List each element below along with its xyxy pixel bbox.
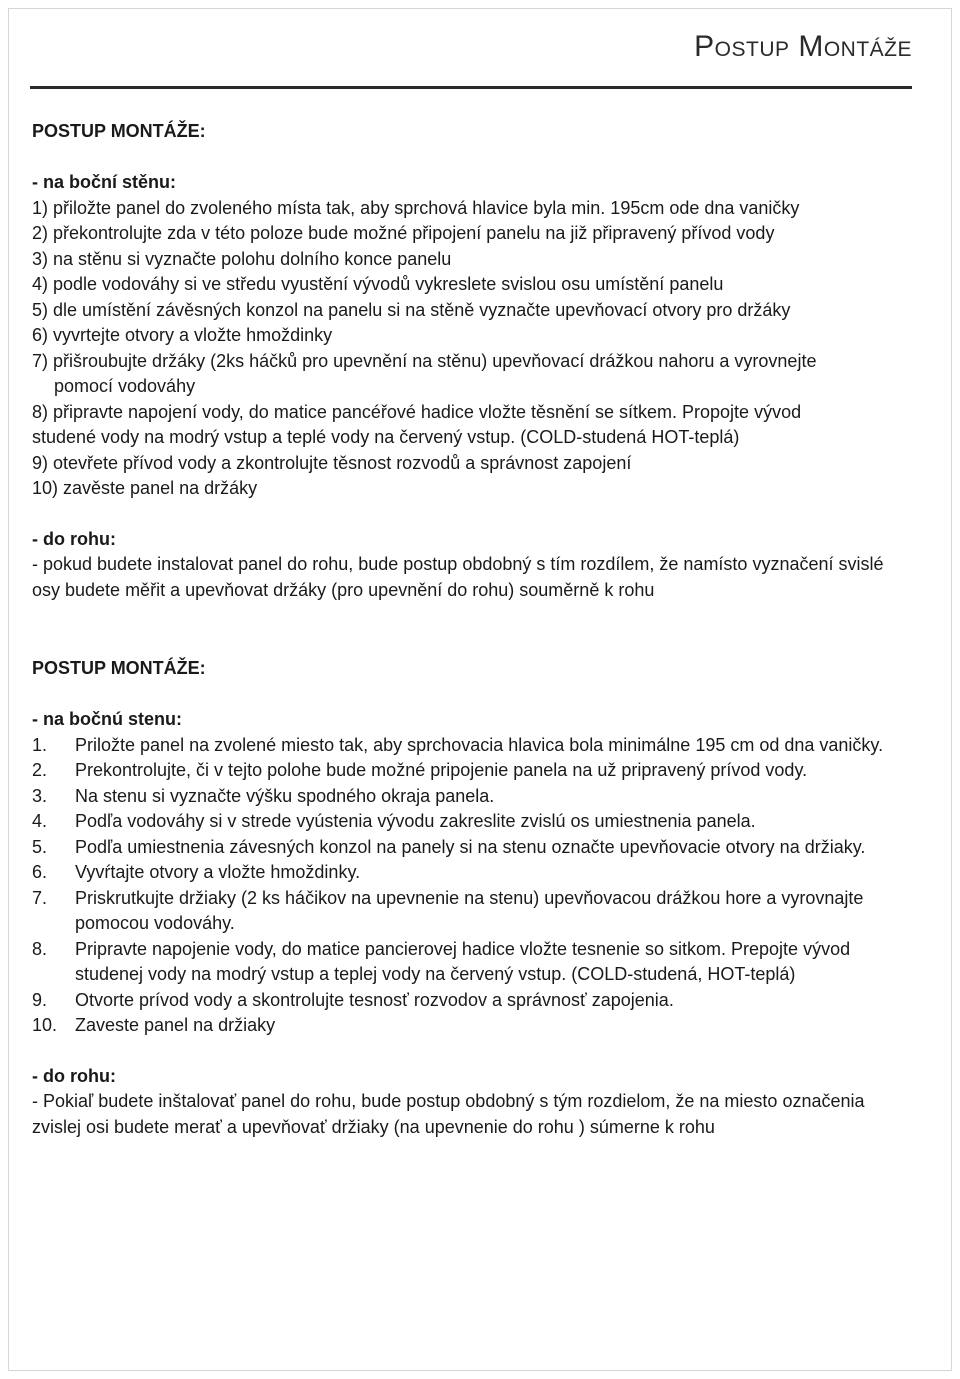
corner-heading-sk: - do rohu:: [32, 1065, 116, 1086]
step-cz-8-line: 8) připravte napojení vody, do matice pancéřové hadice vložte těsnění se sítkem. Propojte vývod: [32, 401, 802, 422]
step-cz-7: [32, 349, 912, 400]
step-text: Vyvŕtajte otvory a vložte hmoždinky.: [75, 862, 361, 882]
step-text: Priskrutkujte držiaky (2 ks háčikov na upevnenie na stenu) upevňovacou drážkou hore a vyrovnajte pomocou vodováhy.: [75, 887, 864, 933]
step-number: 7.: [32, 887, 48, 908]
step-number: 9.: [32, 989, 48, 1010]
step-cz-8: [32, 400, 912, 451]
page-title: Postup Montáže: [694, 30, 912, 63]
section-title-cz: POSTUP MONTÁŽE:: [32, 121, 206, 141]
step-number: 2.: [32, 760, 48, 780]
step-number: 6.: [32, 862, 48, 882]
step-sk-5: [32, 835, 912, 861]
step-text: Podľa vodováhy si v strede vyústenia vývodu zakreslite zvislú os umiestnenia panela.: [75, 811, 756, 831]
steps-list-cz: [32, 196, 912, 502]
step-cz-7-line: 7) přišroubujte držáky (2ks háčků pro upevnění na stěnu) upevňovací drážkou nahoru a vyrovnejte: [32, 350, 817, 371]
step-number: 10.: [32, 1015, 58, 1035]
step-cz-9: 9) otevřete přívod vody a zkontrolujte těsnost rozvodů a správnost zapojení: [32, 452, 632, 473]
step-text: Na stenu si vyznačte výšku spodného okraja panela.: [75, 785, 495, 806]
step-sk-1: [32, 733, 912, 759]
step-cz-6: 6) vyvrtejte otvory a vložte hmoždinky: [32, 325, 333, 345]
step-sk-9: [32, 988, 912, 1014]
document-body: [32, 118, 912, 1140]
section-czech: [32, 118, 912, 603]
step-cz-10: 10) zavěste panel na držáky: [32, 478, 258, 498]
corner-heading-cz: - do rohu:: [32, 528, 116, 549]
step-cz-5: 5) dle umístění závěsných konzol na panelu si na stěně vyznačte upevňovací otvory pro držáky: [32, 299, 791, 320]
step-number: 5.: [32, 836, 48, 857]
step-cz-8-cont: studené vody na modrý vstup a teplé vody na červený vstup. (COLD-studená HOT-teplá): [32, 427, 740, 447]
section-slovak: [32, 655, 912, 1140]
step-number: 8.: [32, 938, 48, 959]
step-cz-4: 4) podle vodováhy si ve středu vyustění vývodů vykreslete svislou osu umístění panelu: [32, 274, 724, 294]
step-sk-4: [32, 809, 912, 835]
step-number: 3.: [32, 785, 48, 806]
step-sk-7: [32, 886, 912, 937]
step-text: Otvorte prívod vody a skontrolujte tesnosť rozvodov a správnosť zapojenia.: [75, 989, 674, 1010]
step-text: Podľa umiestnenia závesných konzol na panely si na stenu označte upevňovacie otvory na držiaky.: [75, 836, 866, 857]
step-sk-10: [32, 1013, 912, 1039]
step-number: 4.: [32, 811, 48, 831]
step-number: 1.: [32, 734, 48, 755]
step-sk-3: [32, 784, 912, 810]
step-text: Zaveste panel na držiaky: [75, 1015, 276, 1035]
corner-text-sk: - Pokiaľ budete inštalovať panel do rohu, bude postup obdobný s tým rozdielom, že na miesto označenia zvislej osi budete merať a upevňovať držiaky (na upevnenie do rohu ) súmerne k rohu: [32, 1091, 865, 1137]
section-title-sk: POSTUP MONTÁŽE:: [32, 658, 206, 678]
step-text: Prekontrolujte, či v tejto polohe bude možné pripojenie panela na už pripravený prívod vody.: [75, 760, 808, 780]
step-sk-6: [32, 860, 912, 886]
step-cz-2: 2) překontrolujte zda v této poloze bude možné připojení panelu na již připravený přívod vody: [32, 223, 775, 243]
corner-text-cz: - pokud budete instalovat panel do rohu, bude postup obdobný s tím rozdílem, že namísto vyznačení svislé osy budete měřit a upevňovat držáky (pro upevnění do rohu) souměrně k rohu: [32, 554, 884, 600]
steps-list-sk: [32, 733, 912, 1039]
step-cz-3: 3) na stěnu si vyznačte polohu dolního konce panelu: [32, 248, 452, 269]
step-sk-2: [32, 758, 912, 784]
step-cz-7-cont: pomocí vodováhy: [54, 376, 196, 396]
step-sk-8: [32, 937, 912, 988]
wall-heading-sk: - na bočnú stenu:: [32, 709, 182, 729]
header-rule: [30, 86, 912, 89]
wall-heading-cz: - na boční stěnu:: [32, 172, 176, 192]
step-text: Pripravte napojenie vody, do matice pancierovej hadice vložte tesnenie so sitkom. Prepojte vývod studenej vody na modrý vstup a teplej vody na červený vstup. (COLD-studená, HOT-teplá): [75, 938, 851, 984]
step-text: Priložte panel na zvolené miesto tak, aby sprchovacia hlavica bola minimálne 195 cm od dna vaničky.: [75, 734, 884, 755]
step-cz-1: 1) přiložte panel do zvoleného místa tak, aby sprchová hlavice byla min. 195cm ode dna vaničky: [32, 197, 800, 218]
